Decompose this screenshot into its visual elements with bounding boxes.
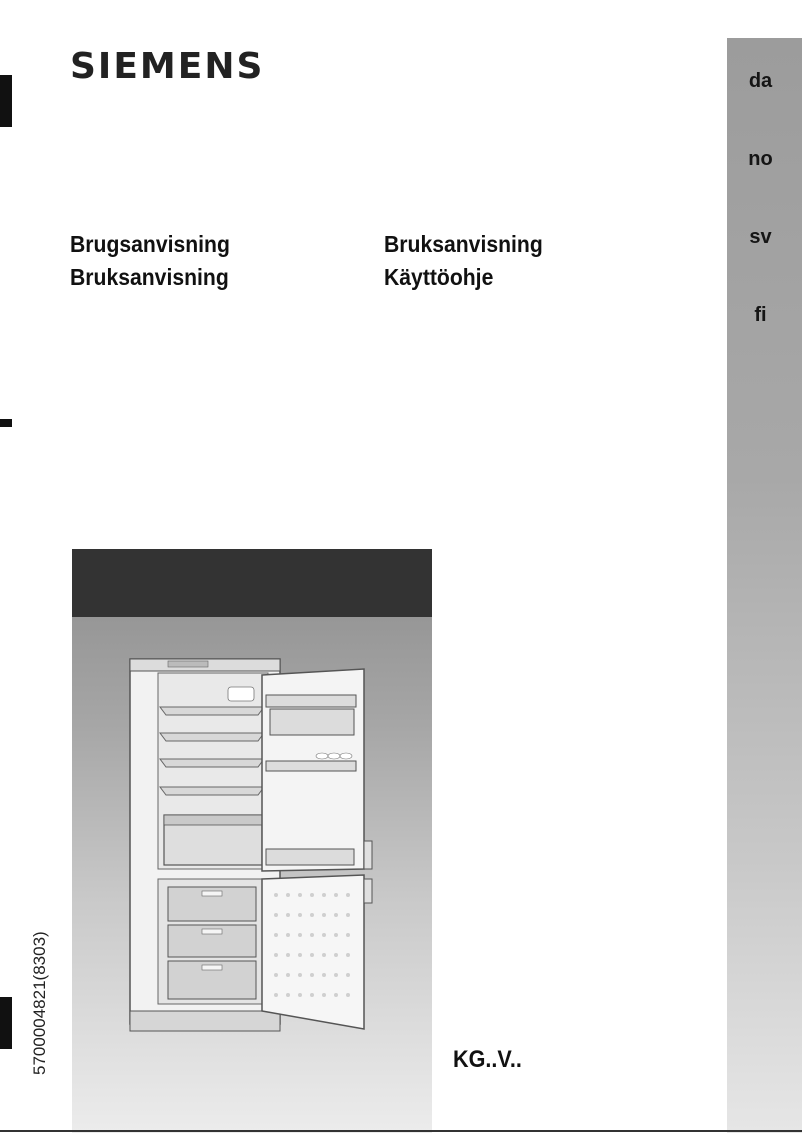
lang-tab-sv: sv [749, 226, 772, 248]
model-number: KG..V.. [453, 1046, 522, 1073]
lang-tab-fi: fi [754, 304, 767, 326]
lang-tab-no: no [748, 148, 773, 170]
bottom-rule [0, 1130, 802, 1132]
edge-mark-top [0, 75, 12, 127]
edge-mark-bottom [0, 997, 12, 1049]
lang-tab-da: da [748, 70, 773, 92]
edge-mark-middle [0, 419, 12, 427]
product-photo-box [72, 549, 432, 1133]
title-finnish: Käyttöohje [384, 264, 494, 290]
language-sidebar [727, 38, 802, 1133]
title-swedish: Bruksanvisning [384, 231, 543, 257]
photo-header-bar [72, 549, 432, 617]
title-norwegian: Bruksanvisning [70, 264, 229, 290]
document-number: 5700004821(8303) [30, 931, 49, 1075]
title-danish: Brugsanvisning [70, 231, 230, 257]
brand-logo: SIEMENS [70, 46, 265, 87]
fridge-illustration [124, 651, 464, 1091]
